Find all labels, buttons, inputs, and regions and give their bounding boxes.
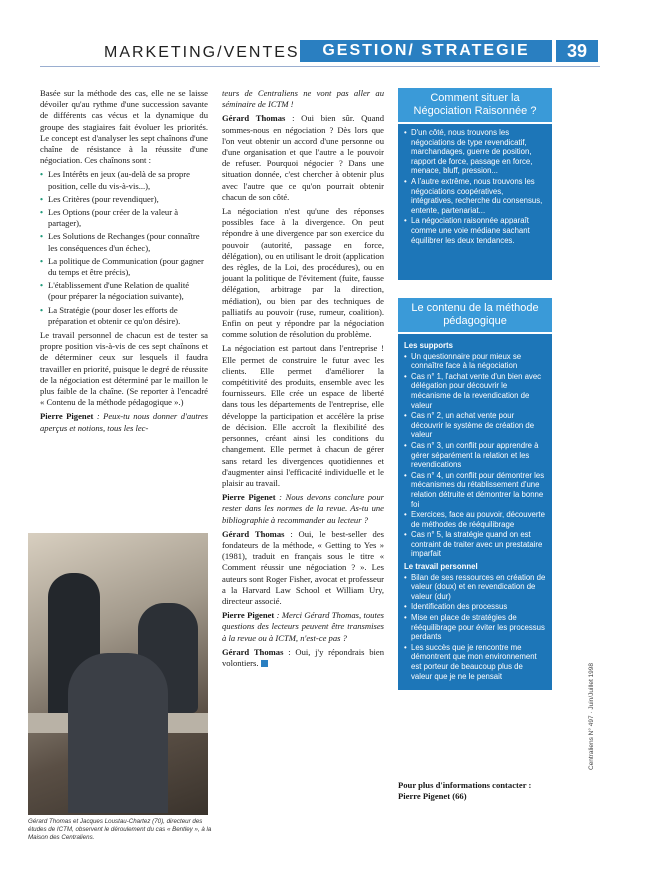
header-rule [40,66,600,67]
list-item: • Les Solutions de Rechanges (pour connaître les conséquences d'un échec), [40,231,208,253]
speaker-name: Pierre Pigenet [222,492,276,503]
speaker-name: Gérard Thomas [222,528,285,539]
list-item: • Exercices, face au pouvoir, découverte de méthodes de rééquilibrage [404,510,546,529]
sidebar-box-method [398,298,552,690]
issue-reference: Centraliens N° 497 · Juin/Juillet 1998 [588,662,595,770]
list-item: • Cas n° 4, un conflit pour démontrer les mécanismes du rétablissement d'une relation détruite et démontrer la bonne foi [404,471,546,509]
speaker-name: Pierre Pigenet [222,610,275,621]
contact-block [398,780,578,802]
person-silhouette [68,653,168,813]
answer [222,113,384,203]
list-item: • Cas n° 5, la stratégie quand on est contraint de traiter avec un prestataire imparfait [404,530,546,559]
box-subheading: Le travail personnel [404,562,478,572]
column-1 [40,88,208,437]
question-text: : Nous devons conclure pour rester dans les normes de la revue. As-tu une bibliographie à recommander au lecteur ? [222,492,384,525]
list-item: • Les Intérêts en jeux (au-delà de sa propre position, celle du vis-à-vis...), [40,169,208,191]
list-item: • Cas n° 1, l'achat vente d'un bien avec délégation pour découvrir le mécanisme de la revendication de valeur [404,372,546,410]
page-number: 39 [556,40,598,62]
paragraph: Basée sur la méthode des cas, elle ne se laisse dévoiler qu'au rythme d'une succession savante de différents cas vécus et la dynamique du groupe des stagiaires fait évoluer les priorités. Le concept est d'analyser les sept chaînons d'une chaîne de résistance à la réussite d'une négociation. Ces chaînons sont : [40,88,208,166]
contact-label: Pour plus d'informations contacter : [398,780,532,790]
list-item: • Cas n° 3, un conflit pour apprendre à gérer séparément la relation et les revendications [404,441,546,470]
column-2 [222,88,384,672]
sidebar-box-negotiation [398,88,552,280]
answer [222,529,384,607]
paragraph: Le travail personnel de chacun est de tester sa propre position vis-à-vis de ces sept chaînons et de déterminer ceux sur lesquels il faudra travailler en priorité, puisque le degré de réussite de la négociation est déterminé par le maillon le plus faible de la chaîne. (Se reporter à l'encadré « Contenu de la méthode pédagogique ».) [40,330,208,408]
list-item: • La Stratégie (pour doser les efforts de préparation et obtenir ce qu'on désire). [40,305,208,327]
list-item: • D'un côté, nous trouvons les négociations de type revendicatif, marchandages, guerre de position, rapport de force, passage en force, menace, bluff, pression... [404,128,546,176]
answer [222,647,384,669]
question [40,411,208,433]
photo-caption: Gérard Thomas et Jacques Loustau-Chartez (70), directeur des études de ICTM, observent le déroulement du cas « Bentley », à la Maison des Centraliens. [28,818,212,841]
paragraph: La négociation est partout dans l'entreprise ! Elle permet de construire le futur avec les clients. Elle permet d'améliorer la compétitivité des produits, ensemble avec les fournisseurs. Elle crée un espace de liberté dans tous les départements de l'entreprise, elle développe la participation et accélère la prise de décision. Elle accroît la flexibilité des personnes, créant ainsi les conditions du changement. Elle permet à chacun de gérer sans retard les divergences quotidiennes et d'augmenter ainsi l'efficacité individuelle et le plaisir au travail. [222,343,384,488]
speaker-name: Gérard Thomas [222,113,286,124]
section-label-left: MARKETING/VENTES [104,44,300,61]
list-item: • A l'autre extrême, nous trouvons les négociations coopératives, intégratives, recherche du consensus, entente, partenariat... [404,177,546,215]
box-title: Comment situer la Négociation Raisonnée ? [398,88,552,124]
list-item: • Identification des processus [404,602,546,612]
box-subheading: Les supports [404,341,453,350]
question-continued: teurs de Centraliens ne vont pas aller au séminaire de ICTM ! [222,88,384,110]
speaker-name: Gérard Thomas [222,646,284,657]
speaker-name: Pierre Pigenet [40,411,94,422]
list-item: • Les Critères (pour revendiquer), [40,194,208,205]
list-item: • Cas n° 2, un achat vente pour découvrir le système de création de valeur [404,411,546,440]
box-title: Le contenu de la méthode pédagogique [398,298,552,334]
paragraph: La négociation n'est qu'une des réponses possibles face à la divergence. On peut répondre à une divergence par son exercice du pouvoir (autorité, passage en force, délégation), ou en utilisant le droit (application des règles, de la Loi, des procédures), ou en jouant la politique de l'évitement (fuite, fausse délégation, arbitrage par la direction, médiation), ou bien par des techniques de palliatifs au pouvoir (ruse, rumeur, coalition). Enfin on peut y répondre par la négociation comme solution de résolution du problème. [222,206,384,340]
chain-list [40,169,208,327]
answer-text: : Oui, le best-seller des fondateurs de la méthode, « Getting to Yes » (1981), traduit en français sous le titre « Comment réussir une négociation ? ». Les auteurs sont Roger Fisher, avocat et professeur a la Harvard Law School et William Ury, directeur associé. [222,528,384,606]
section-label-right: GESTION/ STRATEGIE [300,40,552,62]
list-item: • Un questionnaire pour mieux se connaître face à la négociation [404,352,546,371]
question-text: : Peux-tu nous donner d'autres aperçus et notions, tous les lec- [40,411,208,433]
list-item: • Bilan de ses ressources en création de valeur (doux) et en revendication de valeur (dur) [404,573,546,602]
end-mark-icon [261,660,268,667]
list-item: • Les succès que je rencontre me démontrent que mon environnement est porteur de beaucoup plus de valeur que je ne le pensait [404,643,546,681]
list-item: • La politique de Communication (pour gagner du temps et être précis), [40,256,208,278]
question-text: : Merci Gérard Thomas, toutes questions des lecteurs peuvent être transmises à la revue ou à ICTM, n'est-ce pas ? [222,610,384,643]
list-item: • L'établissement d'une Relation de qualité (pour préparer la négociation suivante), [40,280,208,302]
list-item: • La négociation raisonnée apparaît comme une voie médiane sachant équilibrer les deux tendances. [404,216,546,245]
answer-text: : Oui bien sûr. Quand sommes-nous en négociation ? Dès lors que l'on veut obtenir un accord d'une personne ou d'une organisation et que l'autre a le pouvoir de refuser. Pourquoi négocier ? Dans une situation donnée, c'est chercher à obtenir plus avec l'autre que ce qu'on pourrait obtenir chacun de son côté. [222,113,384,202]
meeting-photo [28,533,208,815]
question [222,492,384,526]
list-item: • Les Options (pour créer de la valeur à partager), [40,207,208,229]
contact-name: Pierre Pigenet (66) [398,791,467,801]
question [222,610,384,644]
answer-text: : Oui, j'y répondrais bien volontiers. [222,646,384,668]
list-item: • Mise en place de stratégies de rééquilibrage pour éviter les processus perdants [404,613,546,642]
